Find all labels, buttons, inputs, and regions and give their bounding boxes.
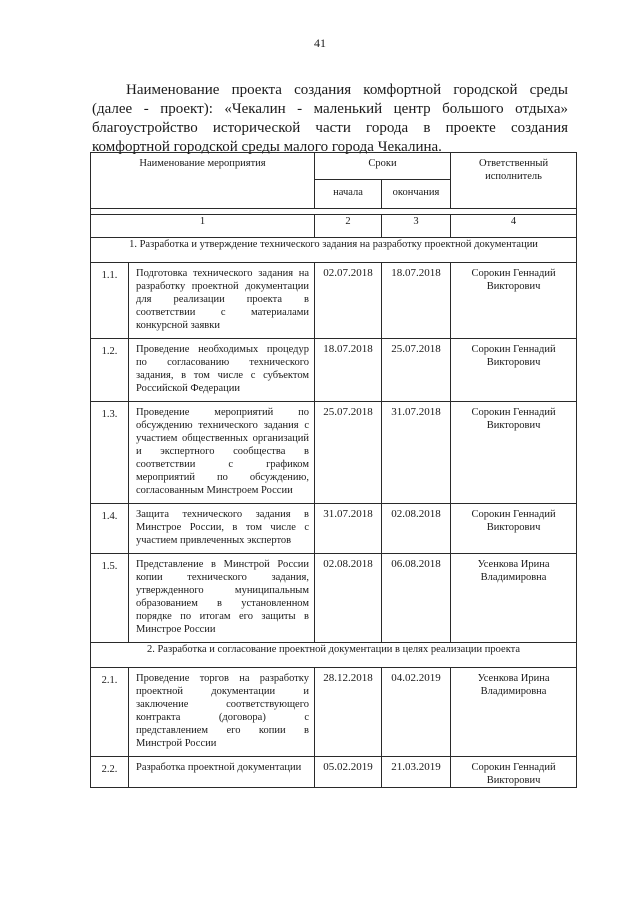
section-row xyxy=(91,238,577,263)
row-responsible: Сорокин Геннадий Викторович xyxy=(451,504,577,554)
row-responsible: Сорокин Геннадий Викторович xyxy=(451,339,577,402)
row-responsible: Усенкова Ирина Владимировна xyxy=(451,554,577,643)
section-title: 2. Разработка и согласование проектной документации в целях реализации проекта xyxy=(91,643,577,668)
header-deadlines: Сроки xyxy=(315,153,451,180)
row-number: 1.1. xyxy=(91,263,129,339)
row-start-date: 28.12.2018 xyxy=(315,668,382,757)
row-event-name: Проведение торгов на разработку проектной документации и заключение соответствующего контракта (договора) с представлением его копии в Минстрой России xyxy=(129,668,315,757)
column-numbers-row xyxy=(91,215,577,238)
row-number: 2.2. xyxy=(91,757,129,788)
table-row xyxy=(91,402,577,504)
row-start-date: 25.07.2018 xyxy=(315,402,382,504)
project-title-paragraph: Наименование проекта создания комфортной городской среды (далее - проект): «Чекалин - маленький центр большого отдыха» благоустройство исторической части города в проекте создания комфортной городской среды малого города Чекалина. xyxy=(92,82,568,155)
row-responsible: Усенкова Ирина Владимировна xyxy=(451,668,577,757)
row-end-date: 04.02.2019 xyxy=(382,668,451,757)
row-end-date: 21.03.2019 xyxy=(382,757,451,788)
row-start-date: 05.02.2019 xyxy=(315,757,382,788)
row-start-date: 02.08.2018 xyxy=(315,554,382,643)
section-title: 1. Разработка и утверждение технического задания на разработку проектной документации xyxy=(91,238,577,263)
row-start-date: 31.07.2018 xyxy=(315,504,382,554)
header-end: окончания xyxy=(382,180,451,209)
table-row xyxy=(91,263,577,339)
row-number: 1.2. xyxy=(91,339,129,402)
row-responsible: Сорокин Геннадий Викторович xyxy=(451,263,577,339)
column-number: 1 xyxy=(91,215,315,238)
row-event-name: Проведение необходимых процедур по согласованию технического задания, в том числе с субъектом Российской Федерации xyxy=(129,339,315,402)
row-end-date: 02.08.2018 xyxy=(382,504,451,554)
row-number: 1.5. xyxy=(91,554,129,643)
section-row xyxy=(91,643,577,668)
row-responsible: Сорокин Геннадий Викторович xyxy=(451,757,577,788)
column-number: 4 xyxy=(451,215,577,238)
row-start-date: 18.07.2018 xyxy=(315,339,382,402)
column-number: 2 xyxy=(315,215,382,238)
header-event-name: Наименование мероприятия xyxy=(91,153,315,209)
row-event-name: Защита технического задания в Минстрое России, в том числе с участием привлеченных экспертов xyxy=(129,504,315,554)
row-event-name: Разработка проектной документации xyxy=(129,757,315,788)
header-start: начала xyxy=(315,180,382,209)
column-number: 3 xyxy=(382,215,451,238)
row-event-name: Представление в Минстрой России копии технического задания, утвержденного муниципальным образованием в установленном порядке по итогам его защиты в Минстрое России xyxy=(129,554,315,643)
page-number: 41 xyxy=(314,36,326,50)
row-end-date: 31.07.2018 xyxy=(382,402,451,504)
table-row xyxy=(91,554,577,643)
schedule-table xyxy=(90,152,577,788)
row-event-name: Проведение мероприятий по обсуждению технического задания с участием общественных организаций и экспертного сообщества в соответствии с графиком мероприятий по обсуждению, согласованным Минстроем России xyxy=(129,402,315,504)
row-end-date: 25.07.2018 xyxy=(382,339,451,402)
table-row xyxy=(91,757,577,788)
row-number: 1.4. xyxy=(91,504,129,554)
table-row xyxy=(91,668,577,757)
row-start-date: 02.07.2018 xyxy=(315,263,382,339)
header-responsible: Ответственный исполнитель xyxy=(451,153,577,209)
row-end-date: 18.07.2018 xyxy=(382,263,451,339)
row-event-name: Подготовка технического задания на разработку проектной документации для реализации проекта в соответствии с материалами конкурсной заявки xyxy=(129,263,315,339)
row-number: 2.1. xyxy=(91,668,129,757)
table-row xyxy=(91,504,577,554)
row-number: 1.3. xyxy=(91,402,129,504)
row-end-date: 06.08.2018 xyxy=(382,554,451,643)
row-responsible: Сорокин Геннадий Викторович xyxy=(451,402,577,504)
table-row xyxy=(91,339,577,402)
